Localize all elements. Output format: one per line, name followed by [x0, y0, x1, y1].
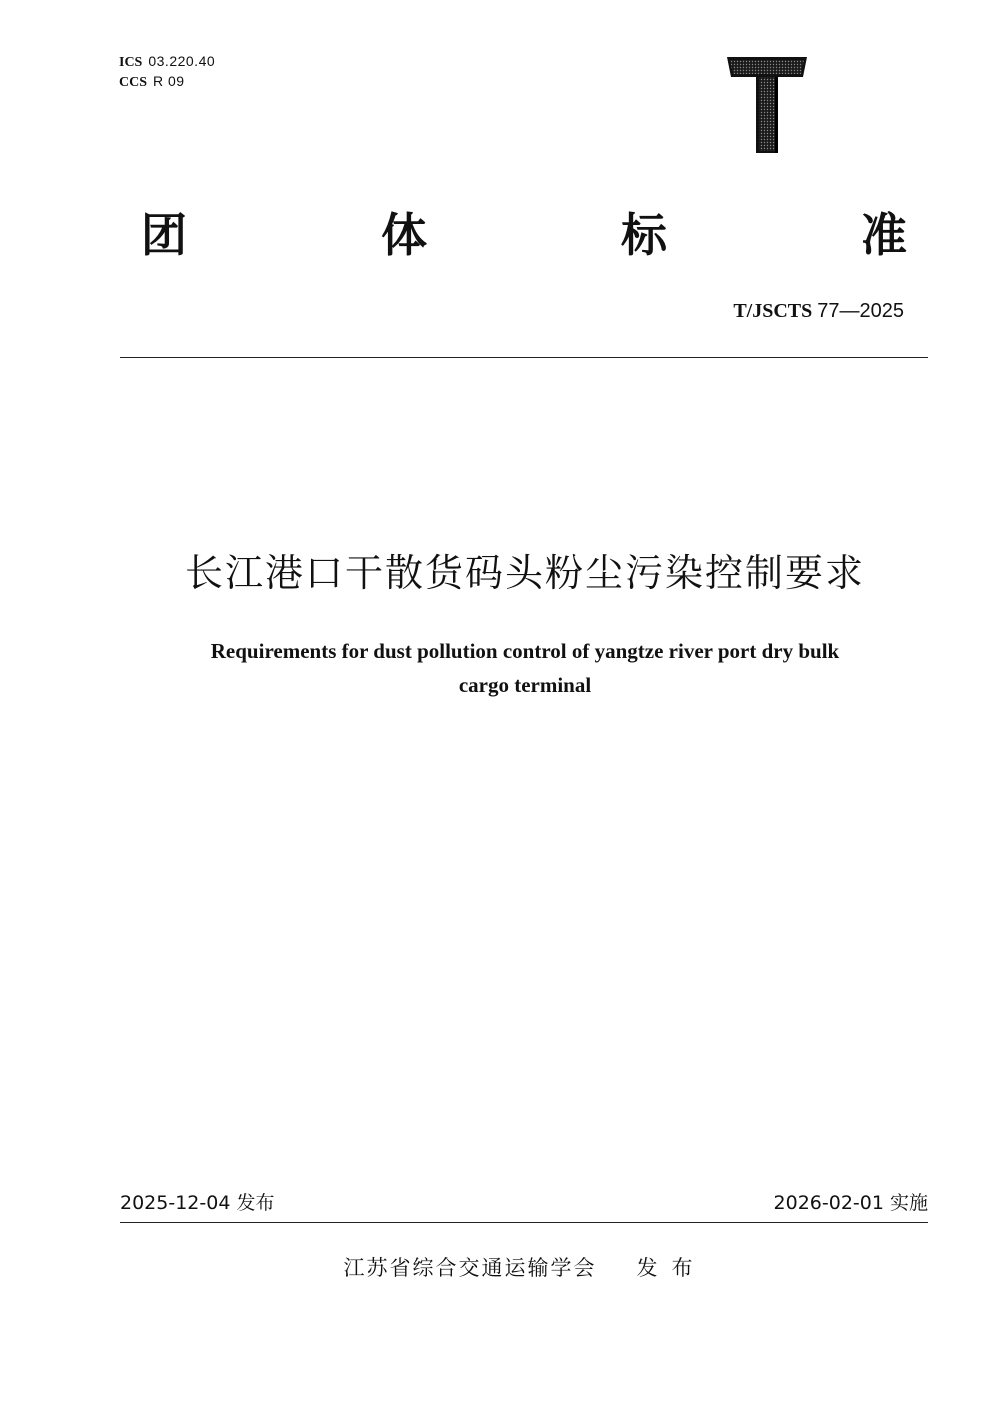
- implement-date: 2026-02-01 实施: [773, 1192, 928, 1214]
- publisher: [100, 1253, 950, 1283]
- doc-type-char: 团: [141, 208, 187, 262]
- ccs-label: CCS: [119, 75, 148, 90]
- publisher-org: 江苏省综合交通运输学会: [343, 1256, 597, 1280]
- standard-type-t-logo-icon: [727, 57, 807, 153]
- title-english-line-2: cargo terminal: [458, 673, 592, 697]
- publish-date: 2025-12-04 发布: [120, 1192, 275, 1214]
- standard-code: [733, 298, 904, 324]
- ccs-value: R 09: [153, 73, 185, 89]
- title-english: [150, 634, 900, 702]
- doc-type-char: 标: [621, 208, 667, 262]
- title-english-line-1: Requirements for dust pollution control of yangtze river port dry bulk: [210, 639, 840, 663]
- publisher-action: 发布: [636, 1256, 707, 1280]
- doc-type-char: 体: [381, 208, 427, 262]
- ics-label: ICS: [119, 55, 143, 70]
- title-chinese: 长江港口干散货码头粉尘污染控制要求: [184, 551, 865, 595]
- classification-codes: [119, 52, 215, 92]
- doc-type-char: 准: [861, 208, 907, 262]
- header-divider: [120, 357, 928, 358]
- footer-divider: [120, 1222, 928, 1223]
- ics-value: 03.220.40: [148, 53, 216, 69]
- document-type-heading: [120, 205, 928, 265]
- standard-code-number: 77—2025: [817, 300, 904, 322]
- standard-code-prefix: T/JSCTS: [733, 300, 813, 322]
